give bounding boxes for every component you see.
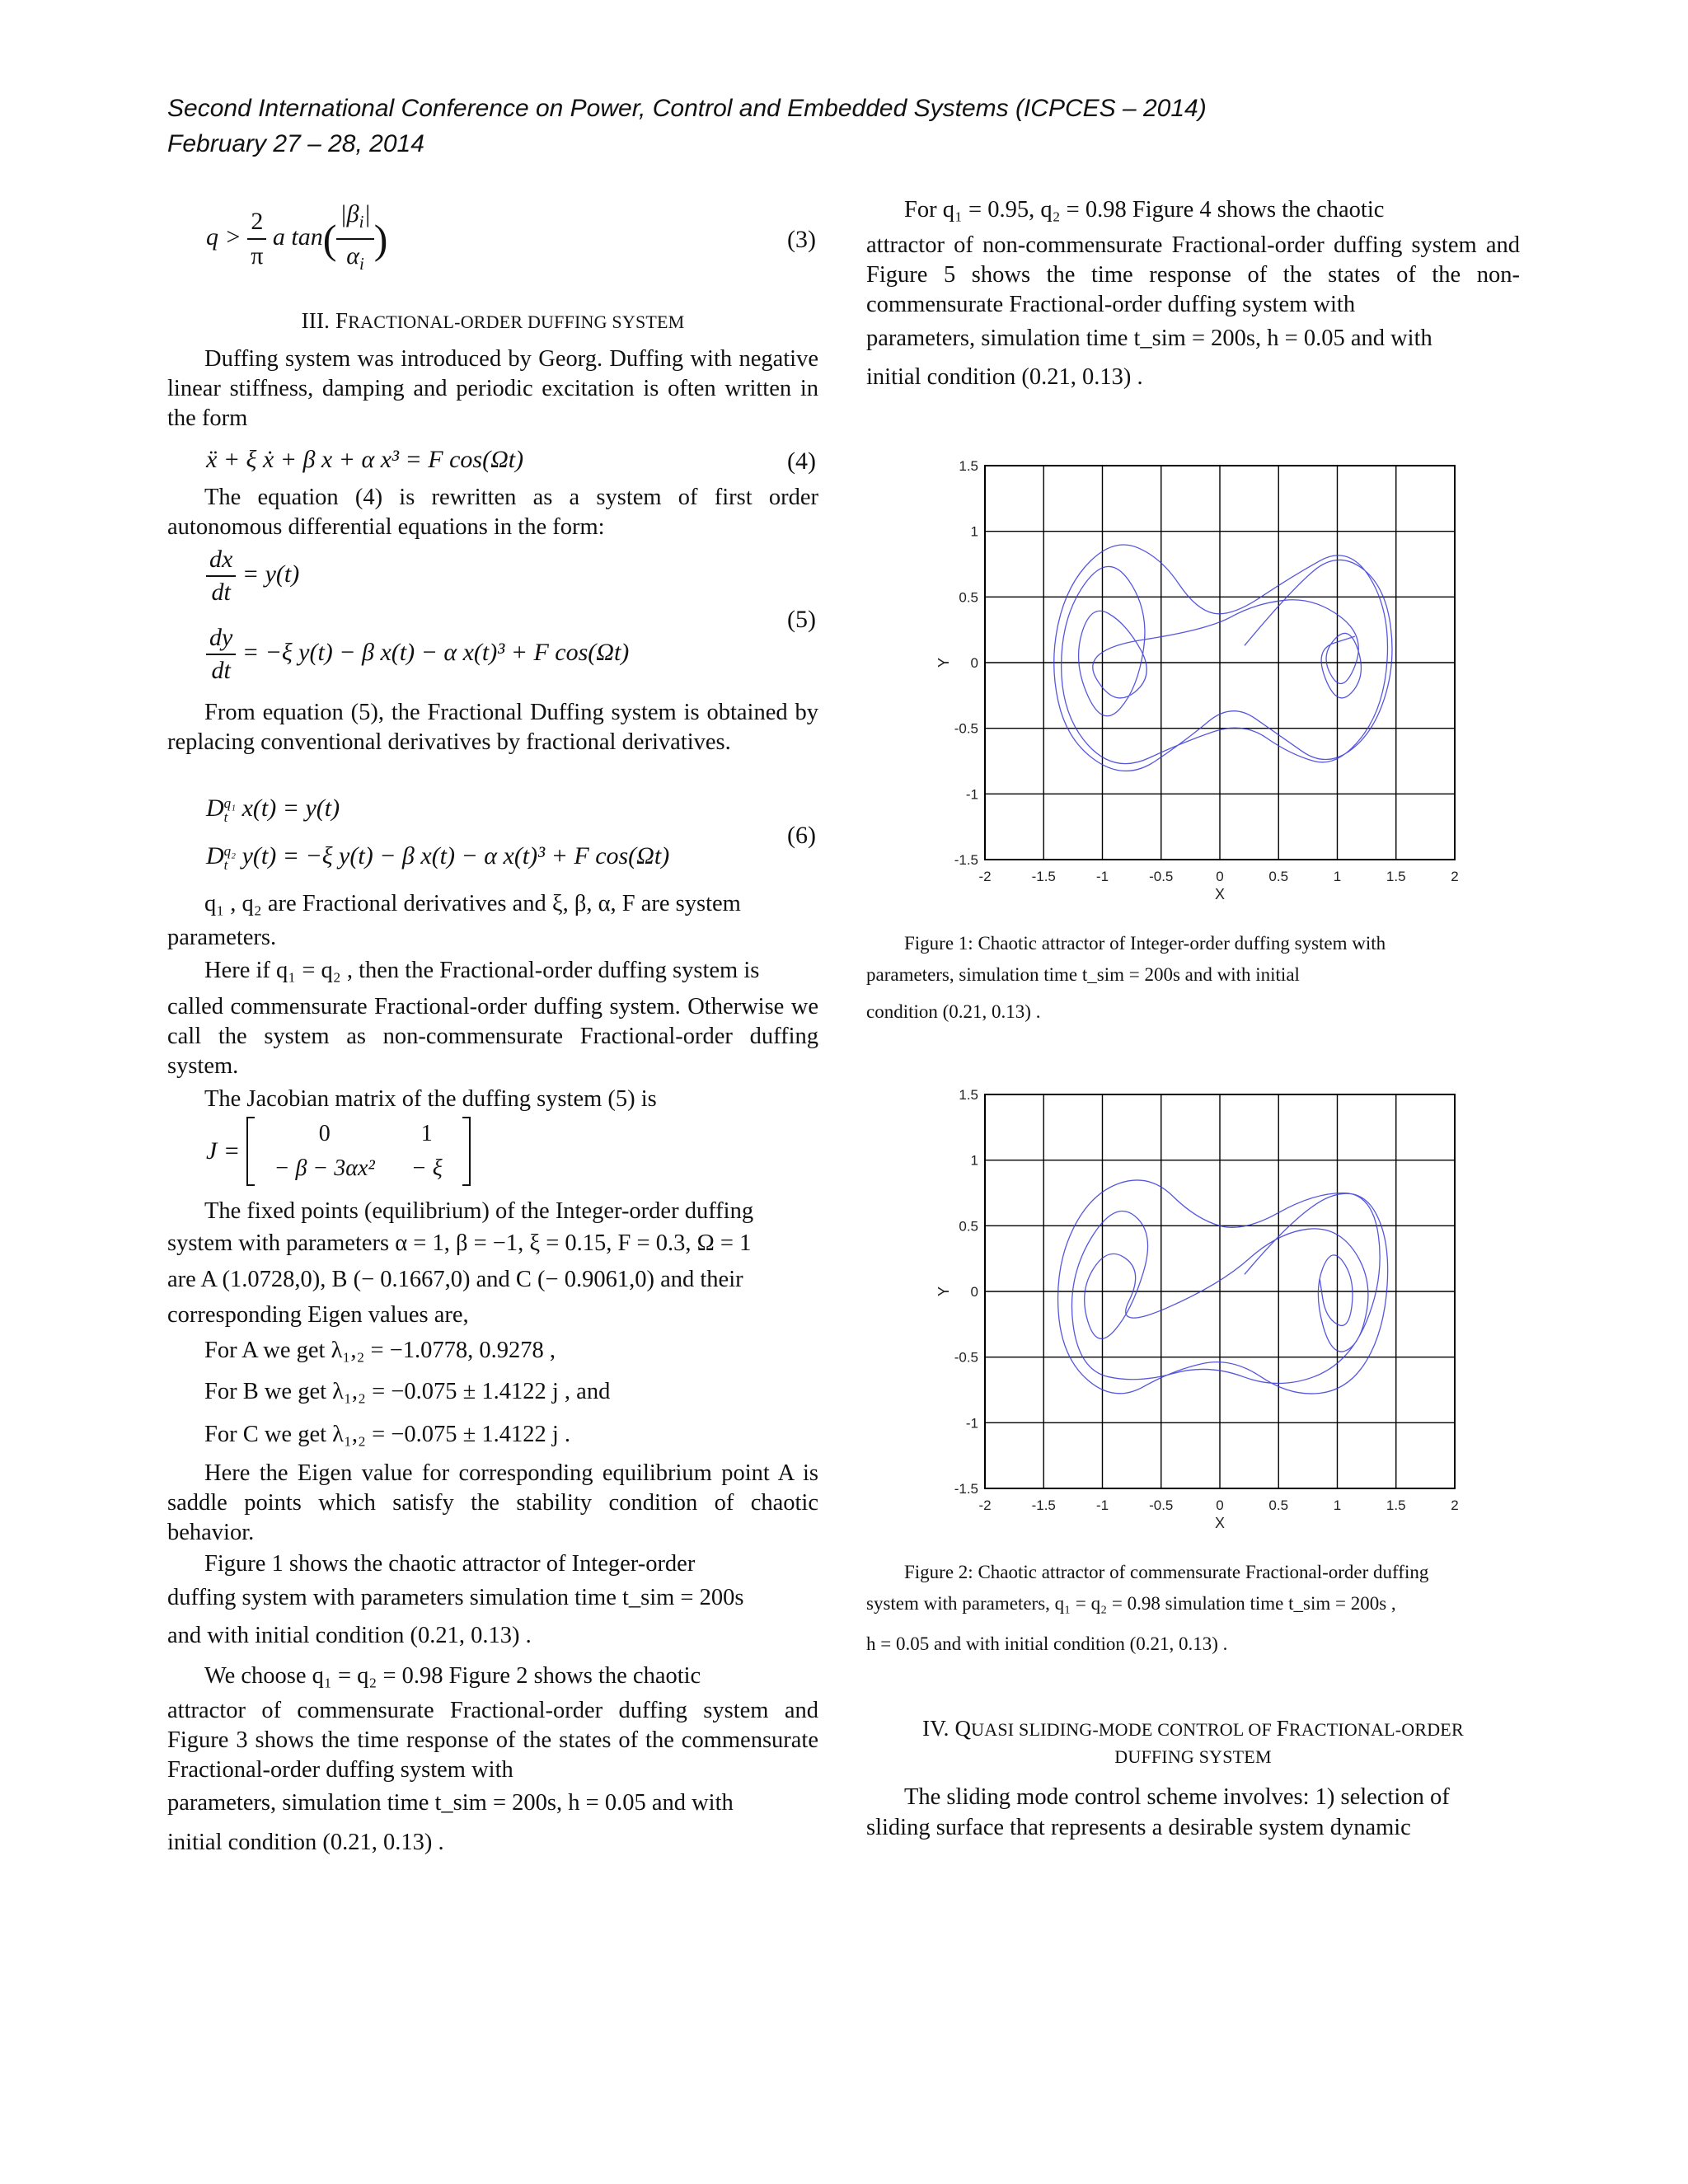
figure-1-caption: Figure 1: Chaotic attractor of Integer-order duffing system with <box>904 933 1386 954</box>
y-tick-label: -1 <box>965 1415 978 1432</box>
equation-6b: D q₂ t y(t) = −ξ y(t) − β x(t) − α x(t)³ + F cos(Ωt) <box>206 842 670 874</box>
x-tick-label: 0.5 <box>1268 869 1289 884</box>
figure-2-chart <box>907 1078 1484 1531</box>
section-heading-iv-2: DUFFING SYSTEM <box>1114 1746 1272 1767</box>
paragraph-choose-q: We choose q₁ = q₂ = 0.98 Figure 2 shows the chaotic <box>204 1663 701 1689</box>
equation-6-number: (6) <box>787 822 816 849</box>
y-tick-label: -1.5 <box>954 852 978 868</box>
paragraph-parameters-end: parameters. <box>167 925 277 950</box>
paragraph-fixed-points: The fixed points (equilibrium) of the Integer-order duffing <box>204 1198 754 1224</box>
paragraph-choose-q-2: attractor of commensurate Fractional-order duffing system and Figure 3 shows the time response of the states of the commensurate Fractional-order duffing system with <box>167 1698 818 1783</box>
paragraph-sliding-mode-2: sliding surface that represents a desirable system dynamic <box>866 1815 1411 1840</box>
paragraph-fixed-points-2: system with parameters α = 1, β = −1, ξ = 0.15, F = 0.3, Ω = 1 <box>167 1230 752 1256</box>
y-tick-label: 1.5 <box>959 1087 978 1103</box>
equation-4: ẍ + ξ ẋ + β x + α x³ = F cos(Ωt) <box>206 446 524 473</box>
x-tick-label: -2 <box>978 869 992 884</box>
y-tick-label: 0 <box>970 655 978 671</box>
paragraph-commensurate-cont: called commensurate Fractional-order duffing system. Otherwise we call the system as non-commensurate Fractional-order duffing system. <box>167 994 818 1079</box>
paragraph-figure4-ref-2: attractor of non-commensurate Fractional-order duffing system and Figure 5 shows the time response of the states of the non-commensurate Fractional-order duffing system with <box>866 232 1520 317</box>
y-tick-label: 0.5 <box>959 589 978 606</box>
y-tick-label: 0.5 <box>959 1218 978 1235</box>
x-tick-label: -1.5 <box>1031 869 1056 884</box>
x-tick-label: 2 <box>1451 869 1459 884</box>
paragraph-fixed-points-3: are A (1.0728,0), B (− 0.1667,0) and C (− 0.9061,0) and their <box>167 1267 743 1292</box>
paragraph-fractional-derivation: From equation (5), the Fractional Duffing system is obtained by replacing conventional derivatives by fractional derivatives. <box>167 700 818 755</box>
x-tick-label: 0 <box>1216 1497 1224 1513</box>
paragraph-jacobian: The Jacobian matrix of the duffing system (5) is <box>204 1086 657 1112</box>
paragraph-figure4-ref: For q₁ = 0.95, q₂ = 0.98 Figure 4 shows the chaotic <box>904 197 1385 223</box>
figure-1-caption-2: parameters, simulation time t_sim = 200s and with initial <box>866 964 1300 985</box>
paragraph-figure1-ref-3: and with initial condition (0.21, 0.13) . <box>167 1623 532 1648</box>
x-tick-label: 1.5 <box>1386 1497 1406 1513</box>
x-tick-label: 1.5 <box>1386 869 1406 884</box>
section-heading-iv: IV. QUASI SLIDING-MODE CONTROL OF FRACTIONAL-ORDER <box>922 1716 1464 1741</box>
conference-title: Second International Conference on Power, Control and Embedded Systems (ICPCES – 2014) <box>167 95 1207 122</box>
eigen-a: For A we get λ₁,₂ = −1.0778, 0.9278 , <box>204 1338 556 1363</box>
eigen-b: For B we get λ₁,₂ = −0.075 ± 1.4122 j , and <box>204 1379 611 1404</box>
section-heading-iii: III. FRACTIONAL-ORDER DUFFING SYSTEM <box>301 308 685 333</box>
equation-5-number: (5) <box>787 606 816 633</box>
paragraph-duffing-intro: Duffing system was introduced by Georg. Duffing with negative linear stiffness, damping and periodic excitation is often written in the form <box>167 346 818 431</box>
x-tick-label: -1.5 <box>1031 1497 1056 1513</box>
paragraph-figure1-ref-2: duffing system with parameters simulation time t_sim = 200s <box>167 1585 744 1610</box>
equation-5a: $\frac{dx}{dt}$ = y(t) <box>206 544 299 608</box>
x-tick-label: 2 <box>1451 1497 1459 1513</box>
conference-date: February 27 – 28, 2014 <box>167 130 424 157</box>
jacobian-matrix: J = 0 1 − β − 3αx² − ξ <box>206 1117 471 1186</box>
paragraph-choose-q-3: parameters, simulation time t_sim = 200s, h = 0.05 and with <box>167 1790 734 1816</box>
equation-3-number: (3) <box>787 226 816 253</box>
x-axis-label: X <box>1214 886 1226 902</box>
paragraph-commensurate: Here if q₁ = q₂ , then the Fractional-order duffing system is <box>204 958 760 983</box>
y-tick-label: 1 <box>970 1152 978 1169</box>
paragraph-figure4-ref-4: initial condition (0.21, 0.13) . <box>866 364 1143 390</box>
paragraph-saddle: Here the Eigen value for corresponding equilibrium point A is saddle points which satisfy the stability condition of chaotic behavior. <box>167 1460 818 1545</box>
x-tick-label: 1 <box>1333 869 1342 884</box>
paragraph-choose-q-4: initial condition (0.21, 0.13) . <box>167 1830 444 1855</box>
paragraph-first-order: The equation (4) is rewritten as a system of first order autonomous differential equations in the form: <box>167 485 818 540</box>
paragraph-figure1-ref: Figure 1 shows the chaotic attractor of Integer-order <box>204 1551 696 1577</box>
paragraph-figure4-ref-3: parameters, simulation time t_sim = 200s, h = 0.05 and with <box>866 326 1432 351</box>
y-tick-label: -1.5 <box>954 1481 978 1497</box>
y-tick-label: -1 <box>965 786 978 803</box>
equation-5b: $\frac{dy}{dt}$ = −ξ y(t) − β x(t) − α x(t)³ + F cos(Ωt) <box>206 622 629 687</box>
x-tick-label: -2 <box>978 1497 992 1513</box>
paragraph-parameters: q₁ , q₂ are Fractional derivatives and ξ, β, α, F are system <box>204 891 741 916</box>
attractor-trajectory <box>1054 545 1392 771</box>
x-tick-label: 0.5 <box>1268 1497 1289 1513</box>
equation-6a: D q₁ t x(t) = y(t) <box>206 794 340 826</box>
equation-3: q > $\frac{2}{\pi}$ a tan( $\frac{|\beta_i|}{\alpha_i}$ ) <box>206 198 387 280</box>
y-tick-label: 0 <box>970 1284 978 1300</box>
y-tick-label: -0.5 <box>954 1349 978 1366</box>
figure-2-caption-3: h = 0.05 and with initial condition (0.21, 0.13) . <box>866 1633 1228 1654</box>
figure-1-caption-3: condition (0.21, 0.13) . <box>866 1001 1041 1022</box>
figure-1-chart <box>907 449 1484 902</box>
eigen-c: For C we get λ₁,₂ = −0.075 ± 1.4122 j . <box>204 1422 571 1447</box>
x-tick-label: 1 <box>1333 1497 1342 1513</box>
x-tick-label: 0 <box>1216 869 1224 884</box>
attractor-trajectory <box>1058 1180 1388 1394</box>
x-axis-label: X <box>1214 1515 1226 1531</box>
x-tick-label: -0.5 <box>1149 869 1174 884</box>
y-tick-label: -0.5 <box>954 720 978 737</box>
x-tick-label: -1 <box>1095 1497 1109 1513</box>
paragraph-sliding-mode: The sliding mode control scheme involves: 1) selection of <box>904 1784 1450 1810</box>
x-tick-label: -1 <box>1095 869 1109 884</box>
y-tick-label: 1 <box>970 523 978 540</box>
y-axis-label: Y <box>935 1286 952 1297</box>
y-tick-label: 1.5 <box>959 458 978 474</box>
equation-4-number: (4) <box>787 448 816 475</box>
x-tick-label: -0.5 <box>1149 1497 1174 1513</box>
figure-2-caption: Figure 2: Chaotic attractor of commensurate Fractional-order duffing <box>904 1562 1429 1582</box>
figure-2-caption-2: system with parameters, q₁ = q₂ = 0.98 simulation time t_sim = 200s , <box>866 1593 1396 1614</box>
y-axis-label: Y <box>935 657 952 668</box>
paragraph-fixed-points-4: corresponding Eigen values are, <box>167 1302 469 1328</box>
